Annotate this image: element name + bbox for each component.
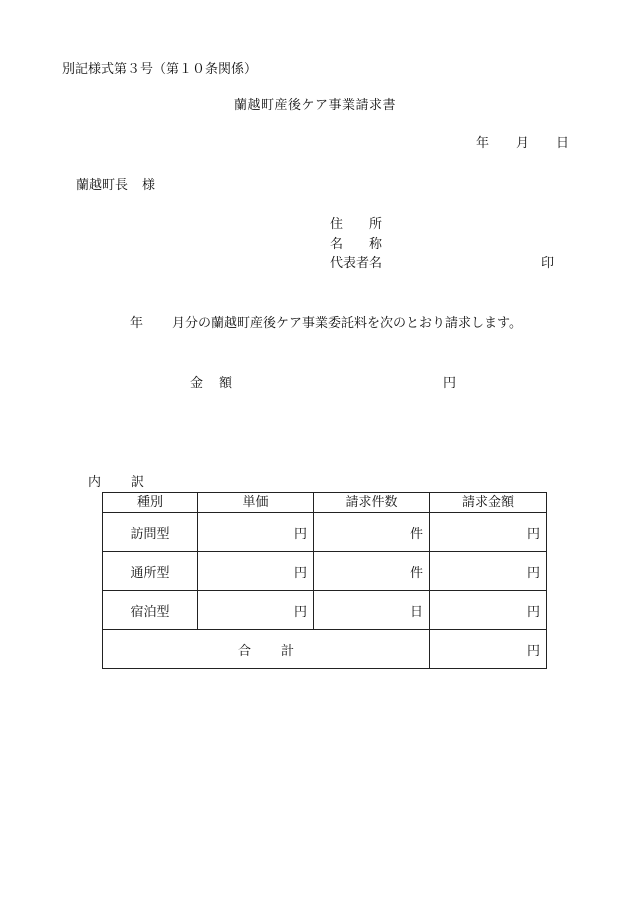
seal-mark: 印 bbox=[541, 256, 555, 271]
row-amount-unit: 円 bbox=[430, 552, 547, 591]
addressee-honorific: 様 bbox=[142, 178, 156, 193]
row-type: 通所型 bbox=[103, 552, 198, 591]
row-count-unit: 件 bbox=[314, 513, 430, 552]
header-request-amount: 請求金額 bbox=[430, 493, 547, 513]
date-month-label: 月 bbox=[516, 136, 530, 151]
row-amount-unit: 円 bbox=[430, 591, 547, 630]
header-type: 種別 bbox=[103, 493, 198, 513]
table-total-row bbox=[103, 630, 547, 669]
row-price-unit: 円 bbox=[198, 513, 314, 552]
row-amount-unit: 円 bbox=[430, 513, 547, 552]
row-count-unit: 日 bbox=[314, 591, 430, 630]
applicant-representative-label: 代表者名 bbox=[330, 256, 383, 271]
row-type: 訪問型 bbox=[103, 513, 198, 552]
total-label: 合 計 bbox=[103, 630, 430, 669]
addressee-name: 蘭越町長 bbox=[76, 178, 129, 193]
request-year-label: 年 bbox=[130, 316, 144, 331]
row-count-unit: 件 bbox=[314, 552, 430, 591]
applicant-address-label: 住 所 bbox=[330, 217, 383, 232]
table-row bbox=[103, 552, 547, 591]
row-price-unit: 円 bbox=[198, 552, 314, 591]
header-request-count: 請求件数 bbox=[314, 493, 430, 513]
applicant-name-label: 名 称 bbox=[330, 237, 383, 252]
document-title: 蘭越町産後ケア事業請求書 bbox=[233, 98, 396, 113]
request-sentence: 月分の蘭越町産後ケア事業委託料を次のとおり請求します。 bbox=[172, 316, 522, 331]
row-type: 宿泊型 bbox=[103, 591, 198, 630]
amount-unit: 円 bbox=[443, 376, 457, 391]
date-year-label: 年 bbox=[476, 136, 490, 151]
form-number: 別記様式第３号（第１０条関係） bbox=[62, 62, 258, 77]
row-price-unit: 円 bbox=[198, 591, 314, 630]
table-row bbox=[103, 513, 547, 552]
breakdown-label: 内 訳 bbox=[88, 475, 145, 490]
total-amount-unit: 円 bbox=[430, 630, 547, 669]
date-day-label: 日 bbox=[556, 136, 570, 151]
table-header-row bbox=[103, 493, 547, 513]
amount-label: 金 額 bbox=[190, 376, 233, 391]
header-unit-price: 単価 bbox=[198, 493, 314, 513]
table-row bbox=[103, 591, 547, 630]
breakdown-table bbox=[102, 492, 547, 669]
